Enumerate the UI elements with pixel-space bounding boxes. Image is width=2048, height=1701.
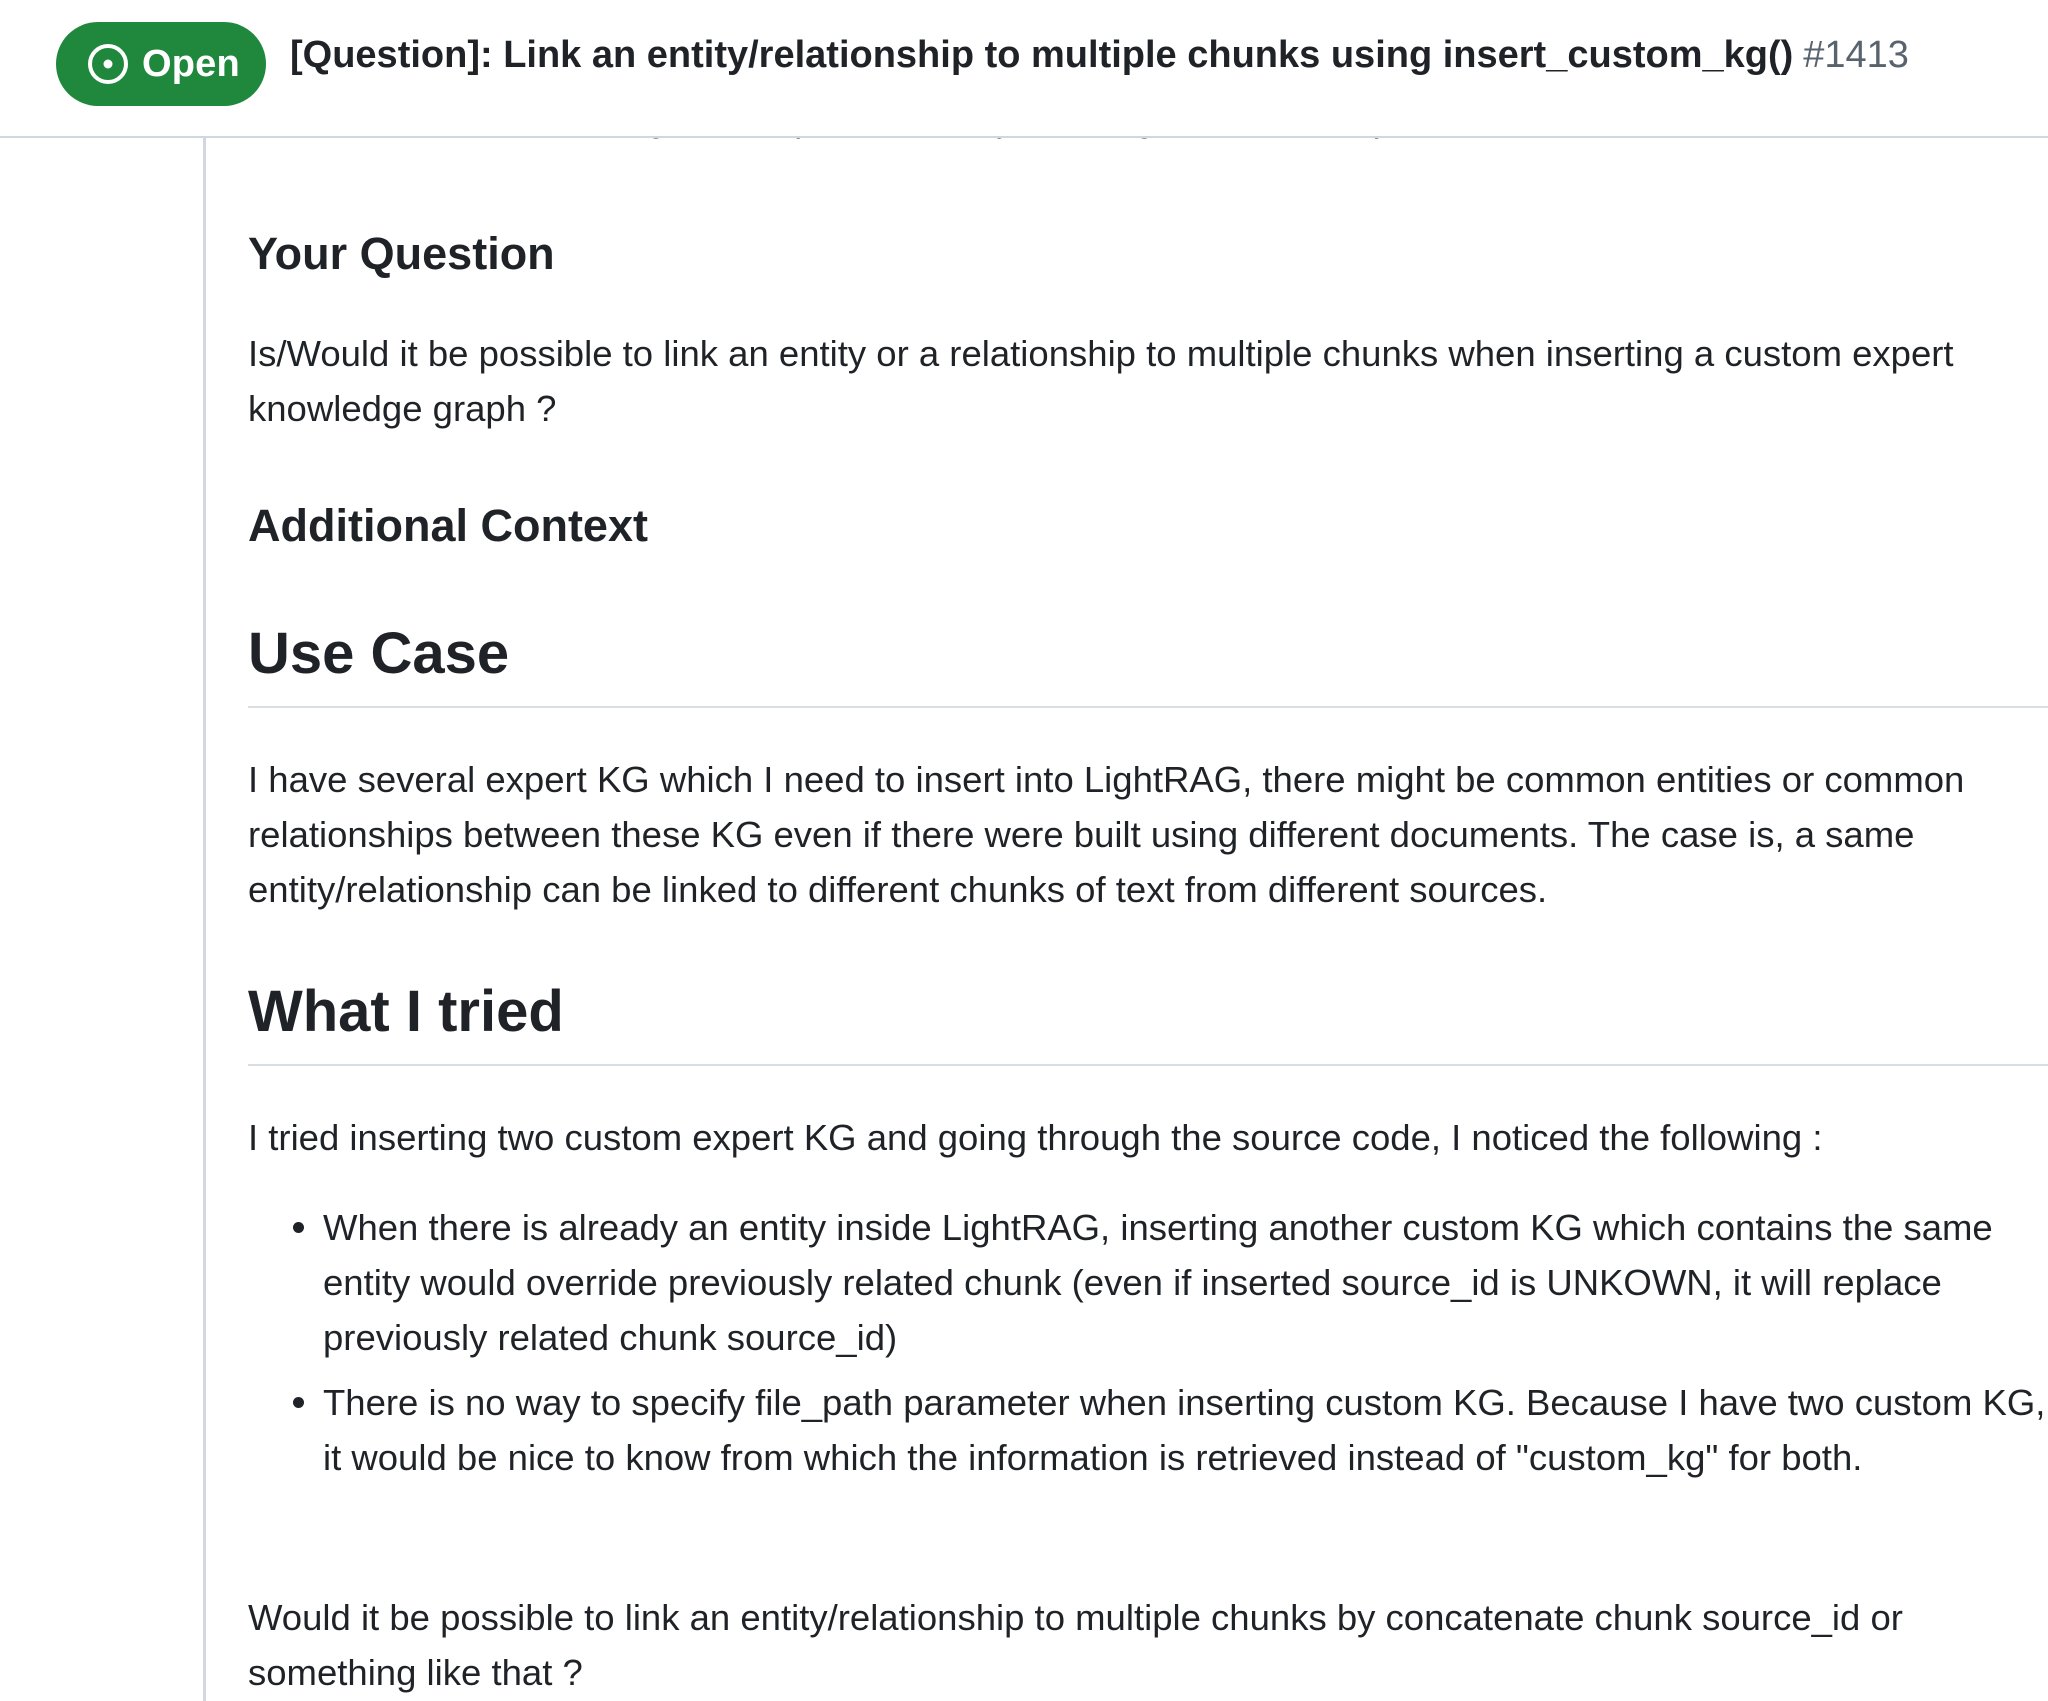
use-case-text bbox=[248, 752, 2048, 917]
what-i-tried-intro bbox=[248, 1110, 2048, 1165]
issue-title bbox=[290, 34, 1909, 77]
sticky-issue-header bbox=[0, 0, 2048, 138]
your-question-paragraph: Is/Would it be possible to link an entity or a relationship to multiple chunks when inserting a custom expert knowledge graph ? bbox=[248, 333, 1954, 429]
heading-use-case: Use Case bbox=[248, 621, 510, 686]
issue-state-label: Open bbox=[142, 42, 240, 85]
heading-your-question: Your Question bbox=[248, 228, 555, 279]
list-item: There is no way to specify file_path parameter when inserting custom KG. Because I have two custom KG, it would be nice to know from which the information is retrieved instead of "custom_kg" for both. bbox=[248, 1375, 2048, 1485]
your-question-text bbox=[248, 326, 2048, 436]
issue-number: #1413 bbox=[1803, 34, 1909, 76]
heading-what-i-tried: What I tried bbox=[248, 979, 564, 1044]
issue-title-text: [Question]: Link an entity/relationship to multiple chunks using insert_custom_kg() bbox=[290, 34, 1794, 76]
heading-additional-context: Additional Context bbox=[248, 500, 648, 551]
use-case-paragraph: I have several expert KG which I need to insert into LightRAG, there might be common entities or common relationships between these KG even if there were built using different documents. The case is, a same entity/relationship can be linked to different chunks of text from different sources. bbox=[248, 759, 1965, 910]
heading-divider bbox=[248, 706, 2048, 708]
timeline-line bbox=[203, 136, 206, 1701]
closing-question bbox=[248, 1590, 2048, 1700]
list-item: When there is already an entity inside LightRAG, inserting another custom KG which contains the same entity would override previously related chunk (even if inserted source_id is UNKOWN, it will replace previously related chunk source_id) bbox=[248, 1200, 2048, 1365]
what-i-tried-intro-paragraph: I tried inserting two custom expert KG and going through the source code, I noticed the following : bbox=[248, 1117, 1823, 1158]
issue-body bbox=[248, 0, 2048, 1701]
closing-question-paragraph: Would it be possible to link an entity/relationship to multiple chunks by concatenate chunk source_id or something like that ? bbox=[248, 1597, 1903, 1693]
issue-opened-icon bbox=[86, 42, 130, 86]
what-i-tried-list bbox=[248, 1200, 2048, 1495]
heading-divider bbox=[248, 1064, 2048, 1066]
issue-state-badge[interactable] bbox=[56, 22, 266, 106]
